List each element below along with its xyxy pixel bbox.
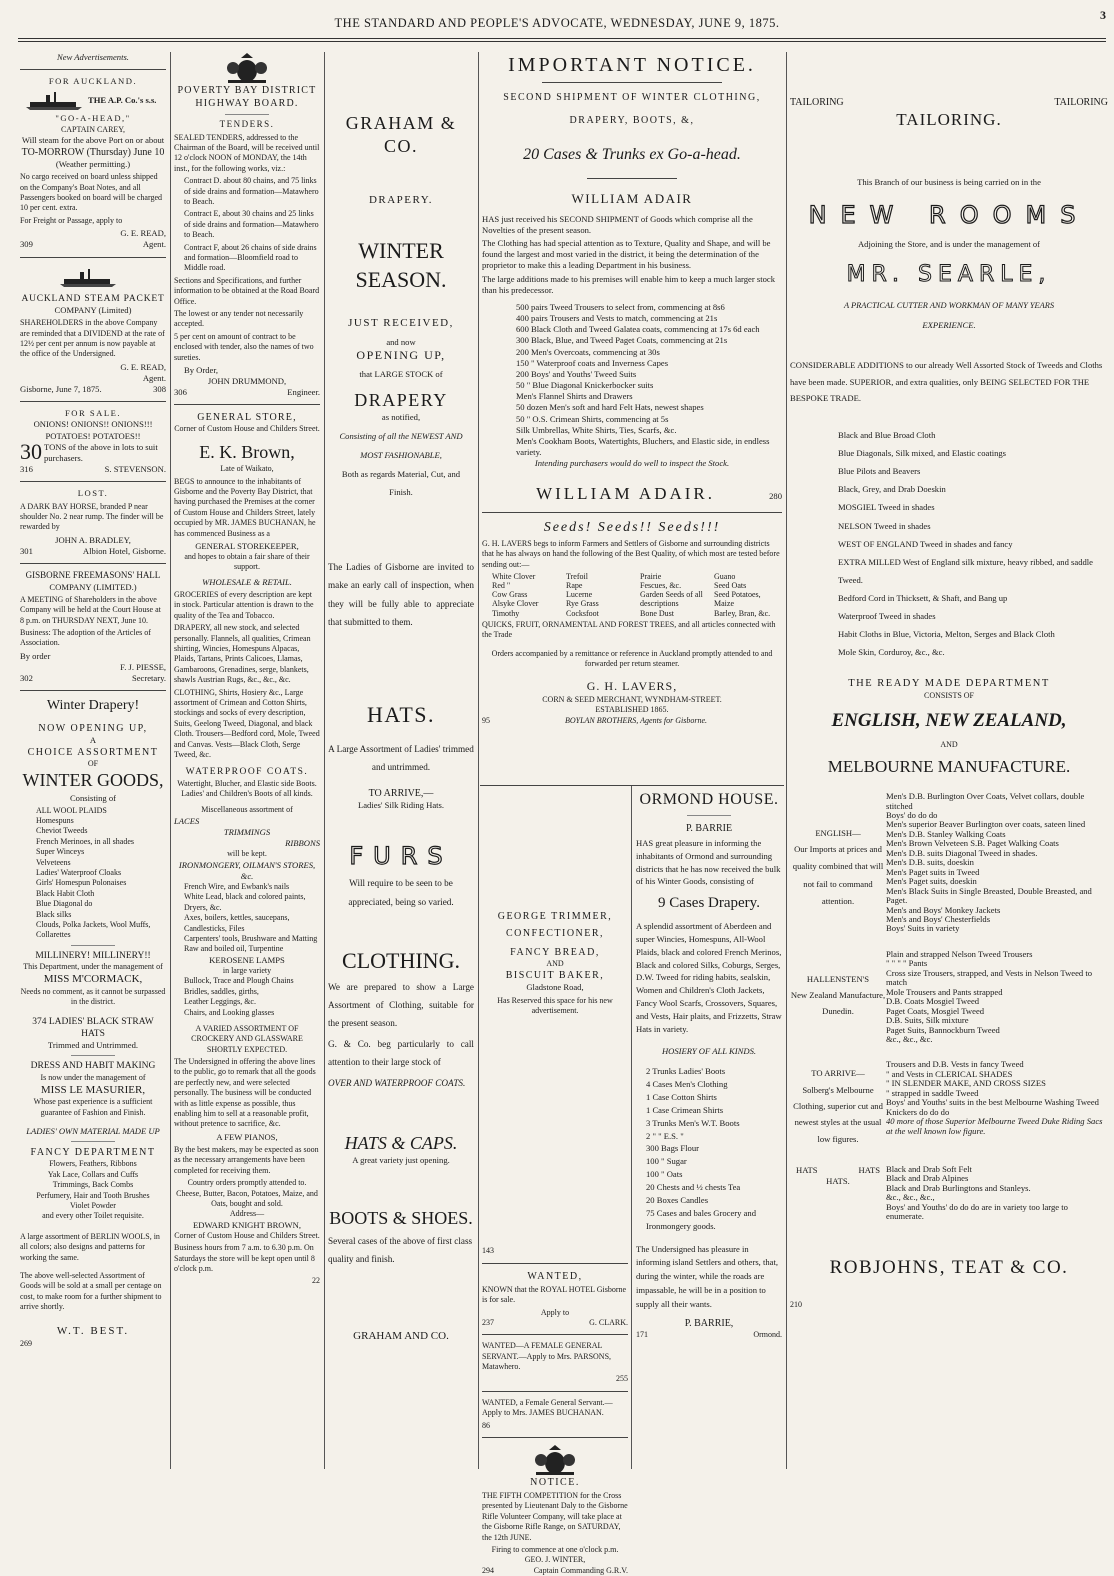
- column-1: [20, 52, 166, 1473]
- ad-lost: LOST. A DARK BAY HORSE, branded P near shoulder No. 2 near rump. The finder will be rewarded by JOHN A. BRADLEY, 301 Albion Hotel, Gisborne.: [20, 488, 166, 556]
- arrive-section: TO ARRIVE— Solberg's Melbourne Clothing, superior cut and newest styles at the usual low figures. Trousers and D.B. Vests in fancy Tweed " and Vests in CLERICAL SHADES " IN SLENDER MAKE, AND CROSS SIZES " strapped in saddle Tweed Boys' and Youths' suits in the best Melbourne Washing Tweed Knickers do do do 40 more of those Superior Melbourne Tweed Duke Riding Sacs at the well known low figure.: [793, 1059, 1103, 1144]
- column-3-graham: GRAHAM & CO. DRAPERY. WINTER SEASON. JUST RECEIVED, and now OPENING UP, that LARGE STOCK of DRAPERY as notified, Consisting of all the NEWEST AND MOST FASHIONABLE, Both as regards Material, Cut, and Finish. The Ladies of Gisborne are invited to make an early call of inspection, when they will be fully able to appreciate that submitted to them. HATS. A Large Assortment of Ladies' trimmed and untrimmed. TO ARRIVE,— Ladies' Silk Riding Hats. FURS Will require to be seen to be appreciated, being so varied. CLOTHING. We are prepared to show a Large Assortment of Clothing, suitable for the present season. G. & Co. beg particularly to call attention to their large stock of OVER AND WATERPROOF COATS. HATS & CAPS. A great variety just opening. BOOTS & SHOES. Several cases of the above of first class quality and finish. GRAHAM AND CO.: [328, 113, 474, 1342]
- ad-general-store: GENERAL STORE, Corner of Custom House and Childers Street. E. K. Brown, Late of Waikato, BEGS to announce to the inhabitants of Gisborne and the Poverty Bay District, that having purchased the Premises at the corner of Custom House and Childers Street, lately occupied by MR. JAMES BUCHANAN, he has commenced Business as a GENERAL STOREKEEPER, and hopes to obtain a fair share of their support. WHOLESALE & RETAIL. GROCERIES of every description are kept in stock. Particular attention is drawn to the quality of the Tea and Tobacco. DRAPERY, all new stock, and selected personally. Flannels, all qualities, Crimean shirting, Wincies, Homespuns Alpacas, Plaids, Tartans, Prints Calicoes, Llamas, Gambaroons, Grenadines, serge, blankets, shawls Austrian Rugs, &c., &c., &c. CLOTHING, Shirts, Hosiery &c., Large assortment of Crimean and Cotton Shirts, stockings and socks of every description, Suits, Geelong Tweed, Diagonal, and black Cloth. Trousers—Bedford cord, Mole, Tweed and Canvas. Vests—Black Cloth, Serge Tweed, &c. WATERPROOF COATS. Watertight, Blucher, and Elastic side Boots. Ladies' and Children's Boots of all kinds. Miscellaneous assortment of LACES TRIMMINGS RIBBONS will be kept. IRONMONGERY, OILMAN'S STORES, &c. French Wire, and Ewbank's nails White Lead, black and colored paints, Dryers, &c. Axes, boilers, kettles, saucepans, Candlesticks, Files Carpenters' tools, Brushware and Matting Raw and boiled oil, Turpentine KEROSENE LAMPS in large variety Bullock, Trace and Plough Chains Bridles, saddles, girths, Leather Leggings, &c. Chairs, and Looking glasses A VARIED ASSORTMENT OF CROCKERY AND GLASSWARE SHORTLY EXPECTED. The Undersigned in offering the above lines to the public, go to remark that all the goods are perfectly new, and were selected personally. The business will be conducted with as little expense as possible, thus enabling him to sell at a reasonable profit, without pretence to sacrifice, &c. A FEW PIANOS, By the best makers, may be expected as soon as the necessary arrangements have been completed for receiving them. Country orders promptly attended to. Cheese, Butter, Bacon, Potatoes, Maize, and Oats, bought and sold. Address— EDWARD KNIGHT BROWN, Corner of Custom House and Childers Street. Business hours from 7 a.m. to 6.30 p.m. On Saturdays the store will be kept open until 8 o'clock p.m. 22: [174, 412, 320, 1286]
- column-4-adair-lavers: IMPORTANT NOTICE. SECOND SHIPMENT OF WINTER CLOTHING, DRAPERY, BOOTS, &, 20 Cases & Trunks ex Go-a-head. WILLIAM ADAIR HAS just received his SECOND SHIPMENT of Goods which comprise all the Novelties of the present season. The Clothing has had special attention as to Texture, Quality and Shape, and will be found the largest and most varied in the district, it being the determination of the proprietor to make this a leading Department in his business. The large additions made to his premises will enable him to keep a much larger stock than his predecessor. 500 pairs Tweed Trousers to select from, commencing at 8s6 400 pairs Trousers and Vests to match, commencing at 21s 600 Black Cloth and Tweed Galatea coats, commencing at 17s 6d each 300 Black, Blue, and Tweed Paget Coats, commencing at 21s 200 Men's Overcoats, commencing at 30s 150 " Waterproof coats and Inverness Capes 200 Boys' and Youths' Tweed Suits 50 " Blue Diagonal Knickerbocker suits Men's Flannel Shirts and Drawers 50 dozen Men's soft and hard Felt Hats, newest shapes 50 " O.S. Crimean Shirts, commencing at 5s Silk Umbrellas, White Shirts, Ties, Scarfs, &c. Men's Cookham Boots, Watertights, Bluchers, and Elastic side, in endless variety. Intending purchasers would do well to inspect the Stock. WILLIAM ADAIR. 280 Seeds! Seeds!! Seeds!!! G. H. LAVERS begs to inform Farmers and Settlers of Gisborne and surrounding districts that he has always on hand the following of the Best Quality, of which most are tested before sending out:— White Clover Red " Cow Grass Alsyke Clover Timothy Trefoil Rape Lucerne Rye Grass Cocksfoot Prairie Fescues, &c. Garden Seeds of all descriptions Bone Dust Guano Seed Oats Seed Potatoes, Maize Barley, Bran, &c. QUICKS, FRUIT, ORNAMENTAL AND FOREST TREES, and all articles connected with the Trade Orders accompanied by a remittance or reference in Auckland promptly attended to and forwarded per return steamer. G. H. LAVERS, CORN & SEED MERCHANT, WYNDHAM-STREET. ESTABLISHED 1865. 95 BOYLAN BROTHERS, Agents for Gisborne.: [482, 54, 782, 725]
- ad-winter-drapery: Winter Drapery! NOW OPENING UP, A CHOICE ASSORTMENT OF WINTER GOODS, Consisting of ALL WOOL PLAIDS Homespuns Cheviot Tweeds French Merinoes, in all shades Super Winceys Velveteens Ladies' Waterproof Cloaks Girls' Homespun Polonaises Black Habit Cloth Blue Diagonal do Black silks Clouds, Polka Jackets, Wool Muffs, Collarettes: [20, 697, 166, 940]
- ad-dress-making: DRESS AND HABIT MAKING Is now under the management of MISS LE MASURIER, Whose past experience is a sufficient guarantee of Fashion and Finish. LADIES' OWN MATERIAL MADE UP: [26, 1061, 160, 1137]
- cloth-list: Black and Blue Broad Cloth Blue Diagonals, Silk mixed, and Elastic coatings Blue Pilots and Beavers Black, Grey, and Drab Doeskin MOSGIEL Tweed in shades NELSON Tweed in shades WEST OF ENGLAND Tweed in shades and fancy EXTRA MILLED West of England silk mixture, heavy ribbed, and saddle Tweed. Bedford Cord in Thicksett, & Shaft, and Bang up Waterproof Tweed in shades Habit Cloths in Blue, Victoria, Melton, Serges and Black Cloth Mole Skin, Corduroy, &c., &c.: [838, 430, 1094, 657]
- robjohns-signature: ROBJOHNS, TEAT & CO.: [829, 1256, 1069, 1278]
- seed-list: White Clover Red " Cow Grass Alsyke Clover Timothy Trefoil Rape Lucerne Rye Grass Cocksfoot Prairie Fescues, &c. Garden Seeds of all descriptions Bone Dust Guano Seed Oats Seed Potatoes, Maize Barley, Bran, &c.: [492, 571, 771, 618]
- english-section: ENGLISH— Our Imports at prices and quality combined that will not fail to command attention. Men's D.B. Burlington Over Coats, Velvet collars, double stitched Boys' do do do Men's superior Beaver Burlington over coats, sateen lined Men's D.B. Stanley Walking Coats Men's Brown Velveteen S.B. Paget Walking Coats Men's D.B. suits Diagonal Tweed in shades. Men's D.B. suits, doeskin Men's Paget suits in Tweed Men's Paget suits, doeskin Men's Black Suits in Single Breasted, Double Breasted, and Paget. Men's and Boys' Monkey Jackets Men's and Boys' Chesterfields Boys' Suits in variety: [792, 791, 1092, 934]
- column-rule: [170, 52, 171, 1469]
- column-4a-trimmer: GEORGE TRIMMER, CONFECTIONER, FANCY BREAD, AND BISCUIT BAKER, Gladstone Road, Has Reserved this space for his new advertisement. 143 WANTED, KNOWN that the ROYAL HOTEL Gisborne is for sale. Apply to 237 G. CLARK. WANTED—A FEMALE GENERAL SERVANT.—Apply to Mrs. PARSONS, Matawhero. 255 WANTED, a Female General Servant.—Apply to Mrs. JAMES BUCHANAN. 86 NOTICE. THE FIFTH COMPETITION for the Cross presented by Lieutenant Daly to the Gisborne Rifle Volunteer Company, will take place at the Gisborne Rifle Range, on SATURDAY, the 12th JUNE. Firing to commence at one o'clock p.m. GEO. J. WINTER, 294 Captain Commanding G.R.V.: [482, 911, 628, 1575]
- ad-freemasons: GISBORNE FREEMASONS' HALL COMPANY (LIMITED.) A MEETING of Shareholders in the above Company will be held at the Court House at 8 p.m. on THURSDAY NEXT, June 10. Business: The adoption of the Articles of Association. By order F. J. PIESSE, 302 Secretary.: [20, 570, 166, 684]
- masthead-rule-2: [18, 41, 1106, 42]
- ad-for-sale: FOR SALE. ONIONS! ONIONS!! ONIONS!!! POTATOES! POTATOES!! 30 TONS of the above in lots to suit purchasers. 316 S. STEVENSON.: [20, 408, 166, 475]
- adair-stock-list: 500 pairs Tweed Trousers to select from, commencing at 8s6 400 pairs Trousers and Vests to match, commencing at 21s 600 Black Cloth and Tweed Galatea coats, commencing at 17s 6d each 300 Black, Blue, and Tweed Paget Coats, commencing at 21s 200 Men's Overcoats, commencing at 30s 150 " Waterproof coats and Inverness Capes 200 Boys' and Youths' Tweed Suits 50 " Blue Diagonal Knickerbocker suits Men's Flannel Shirts and Drawers 50 dozen Men's soft and hard Felt Hats, newest shapes 50 " O.S. Crimean Shirts, commencing at 5s Silk Umbrellas, White Shirts, Ties, Scarfs, &c. Men's Cookham Boots, Watertights, Bluchers, and Elastic side, in endless variety.: [516, 301, 770, 458]
- royal-crest-icon: [224, 52, 270, 84]
- royal-crest-icon: [532, 1444, 578, 1476]
- column-4b-ormond: ORMOND HOUSE. P. BARRIE HAS great pleasure in informing the inhabitants of Ormond and surrounding districts that he has now received the bulk of his Winter Goods, consisting of 9 Cases Drapery. A splendid assortment of Aberdeen and super Wincies, Homespuns, All-Wool Plaids, black and colored French Merinos, Black and colored Silks, Coburgs, Serges, D.W. Tweed for riding habits, sealskin, Women and Children's Cloth Jackets, Fancy Wool Scarfs, Crossovers, Squares, and Vests, Hair plaits, and Frizzetts, Straw Hats in variety. HOSIERY OF ALL KINDS. 2 Trunks Ladies' Boots 4 Cases Men's Clothing 1 Case Cotton Shirts 1 Case Crimean Shirts 3 Trunks Men's W.T. Boots 2 " " E.S. " 300 Bags Flour 100 " Sugar 100 " Oats 20 Chests and ½ chests Tea 20 Boxes Candles 75 Cases and bales Grocery and Ironmongery goods. The Undersigned has pleasure in informing island Settlers and others, that, during the winter, while the roads are impassable, he will be in a position to supply all their wants. P. BARRIE, 171 Ormond.: [636, 791, 782, 1340]
- section-head: New Advertisements.: [57, 52, 129, 62]
- graham-name: GRAHAM & CO.: [345, 113, 457, 157]
- column-rule: [786, 52, 787, 1469]
- ad-for-auckland: FOR AUCKLAND. THE A.P. Co.'s s.s. "GO-A-HEAD," CAPTAIN CAREY, Will steam for the above Port on or about TO-MORROW (Thursday) June 10 (Weather permitting.) No cargo received on board unless shipped on the Company's Boat Notes, and all Passengers booked on board will be charged 10 per cent. extra. For Freight or Passage, apply to G. E. READ, 309 Agent.: [20, 76, 166, 250]
- column-5-robjohns: TAILORING TAILORING TAILORING. This Branch of our business is being carried on in the NEW ROOMS Adjoining the Store, and is under the management of MR. SEARLE, A PRACTICAL CUTTER AND WORKMAN OF MANY YEARS EXPERIENCE. CONSIDERABLE ADDITIONS to our already Well Assorted Stock of Tweeds and Cloths have been made. SUPERIOR, and extra qualities, only BEING SELECTED FOR THE BESPOKE TRADE. Black and Blue Broad Cloth Blue Diagonals, Silk mixed, and Elastic coatings Blue Pilots and Beavers Black, Grey, and Drab Doeskin MOSGIEL Tweed in shades NELSON Tweed in shades WEST OF ENGLAND Tweed in shades and fancy EXTRA MILLED West of England silk mixture, heavy ribbed, and saddle Tweed. Bedford Cord in Thicksett, & Shaft, and Bang up Waterproof Tweed in shades Habit Cloths in Blue, Victoria, Melton, Serges and Black Cloth Mole Skin, Corduroy, &c., &c. THE READY MADE DEPARTMENT CONSISTS OF ENGLISH, NEW ZEALAND, AND MELBOURNE MANUFACTURE. ENGLISH— Our Imports at prices and quality combined that will not fail to command attention. Men's D.B. Burlington Over Coats, Velvet collars, double stitched Boys' do do do Men's superior Beaver Burlington over coats, sateen lined Men's D.B. Stanley Walking Coats Men's Brown Velveteen S.B. Paget Walking Coats Men's D.B. suits Diagonal Tweed in shades. Men's D.B. suits, doeskin Men's Paget suits in Tweed Men's Paget suits, doeskin Men's Black Suits in Single Breasted, Double Breasted, and Paget. Men's and Boys' Monkey Jackets Men's and Boys' Chesterfields Boys' Suits in variety HALLENSTEN'S New Zealand Manufacture, Dunedin. Plain and strapped Nelson Tweed Trousers " " " " Pants Cross size Trousers, strapped, and Vests in Nelson Tweed to match Mole Trousers and Pants strapped D.B. Coats Mosgiel Tweed Paget Coats, Mosgiel Tweed D.B. Suits, Silk mixture Paget Suits, Bannockburn Tweed &c., &c., &c. TO ARRIVE— Solberg's Melbourne Clothing, superior cut and newest styles at the usual low figures. Trousers and D.B. Vests in fancy Tweed " and Vests in CLERICAL SHADES " IN SLENDER MAKE, AND CROSS SIZES " strapped in saddle Tweed Boys' and Youths' suits in the best Melbourne Washing Tweed Knickers do do do 40 more of those Superior Melbourne Tweed Duke Riding Sacs at the well known low figure. HATS HATS HATS. Black and Drab Soft Felt Black and Drab Alpines Black and Drab Burlingtons and Stanleys. &c., &c., &c., Boys' and Youths' do do do are in variety too large to enumerate. ROBJOHNS, TEAT & CO. 210: [790, 97, 1108, 1310]
- ad-millinery: MILLINERY! MILLINERY!! This Department, under the management of MISS M'CORMACK, Needs no comment, as it cannot be surpassed in the district. 374 LADIES' BLACK STRAW HATS Trimmed and Untrimmed.: [20, 950, 166, 1051]
- page-number: 3: [1100, 8, 1106, 22]
- column-rule: [324, 52, 325, 1469]
- masthead-title: THE STANDARD AND PEOPLE'S ADVOCATE, WEDNESDAY, JUNE 9, 1875.: [334, 16, 780, 30]
- column-rule: [631, 785, 632, 1469]
- steamship-icon: [60, 266, 116, 288]
- hats-section: HATS HATS HATS. Black and Drab Soft Felt Black and Drab Alpines Black and Drab Burlingtons and Stanleys. &c., &c., &c., Boys' and Youths' do do do are in variety too large to enumerate.: [796, 1163, 1068, 1222]
- ad-highway-board: POVERTY BAY DISTRICT HIGHWAY BOARD. TENDERS. SEALED TENDERS, addressed to the Chairman of the Board, will be received until 12 o'clock NOON of MONDAY, the 14th inst., for the following works, viz.: Contract D. about 80 chains, and 75 links of side drains and formation—Matawhero to Beach. Contract E, about 30 chains and 25 links of side drains and formation—Matawhero to Beach. Contract F, about 26 chains of side drains and formation—Bloomfield road to Middle road. Sections and Specifications, and further information to be obtained at the Road Board Office. The lowest or any tender not necessarily accepted. 5 per cent on amount of contract to be enclosed with tender, also the names of two sureties. By Order, JOHN DRUMMOND, 306 Engineer.: [174, 85, 320, 398]
- steamship-icon: [26, 89, 82, 111]
- ormond-stock-list: 2 Trunks Ladies' Boots 4 Cases Men's Clothing 1 Case Cotton Shirts 1 Case Crimean Shirts 3 Trunks Men's W.T. Boots 2 " " E.S. " 300 Bags Flour 100 " Sugar 100 " Oats 20 Chests and ½ chests Tea 20 Boxes Candles 75 Cases and bales Grocery and Ironmongery goods.: [646, 1066, 757, 1231]
- masthead-rule: [18, 38, 1106, 39]
- hallensten-section: HALLENSTEN'S New Zealand Manufacture, Dunedin. Plain and strapped Nelson Tweed Trousers " " " " Pants Cross size Trousers, strapped, and Vests in Nelson Tweed to match Mole Trousers and Pants strapped D.B. Coats Mosgiel Tweed Paget Coats, Mosgiel Tweed D.B. Suits, Silk mixture Paget Suits, Bannockburn Tweed &c., &c., &c.: [790, 948, 1093, 1044]
- ad-steam-packet: AUCKLAND STEAM PACKET COMPANY (Limited) SHAREHOLDERS in the above Company are reminded that a DIVIDEND at the rate of 12½ per cent per annum is now payable at the office of the Undersigned. G. E. READ, Agent. Gisborne, June 7, 1875. 308: [20, 293, 166, 395]
- ad-fancy-department: FANCY DEPARTMENT Flowers, Feathers, Ribbons Yak Lace, Collars and Cuffs Trimmings, Back Combs Perfumery, Hair and Tooth Brushes Violet Powder and every other Toilet requisite. A large assortment of BERLIN WOOLS, in all colors; also designs and patterns for working the same. The above well-selected Assortment of Goods will be sold at a small per centage on cost, to make room for a further shipment to arrive shortly. W.T. BEST. 269: [20, 1147, 162, 1348]
- masthead: [0, 0, 1114, 40]
- column-2: [174, 52, 320, 1473]
- winter-goods-list: ALL WOOL PLAIDS Homespuns Cheviot Tweeds French Merinoes, in all shades Super Winceys Velveteens Ladies' Waterproof Cloaks Girls' Homespun Polonaises Black Habit Cloth Blue Diagonal do Black silks Clouds, Polka Jackets, Wool Muffs, Collarettes: [36, 805, 151, 940]
- column-rule: [478, 52, 479, 1469]
